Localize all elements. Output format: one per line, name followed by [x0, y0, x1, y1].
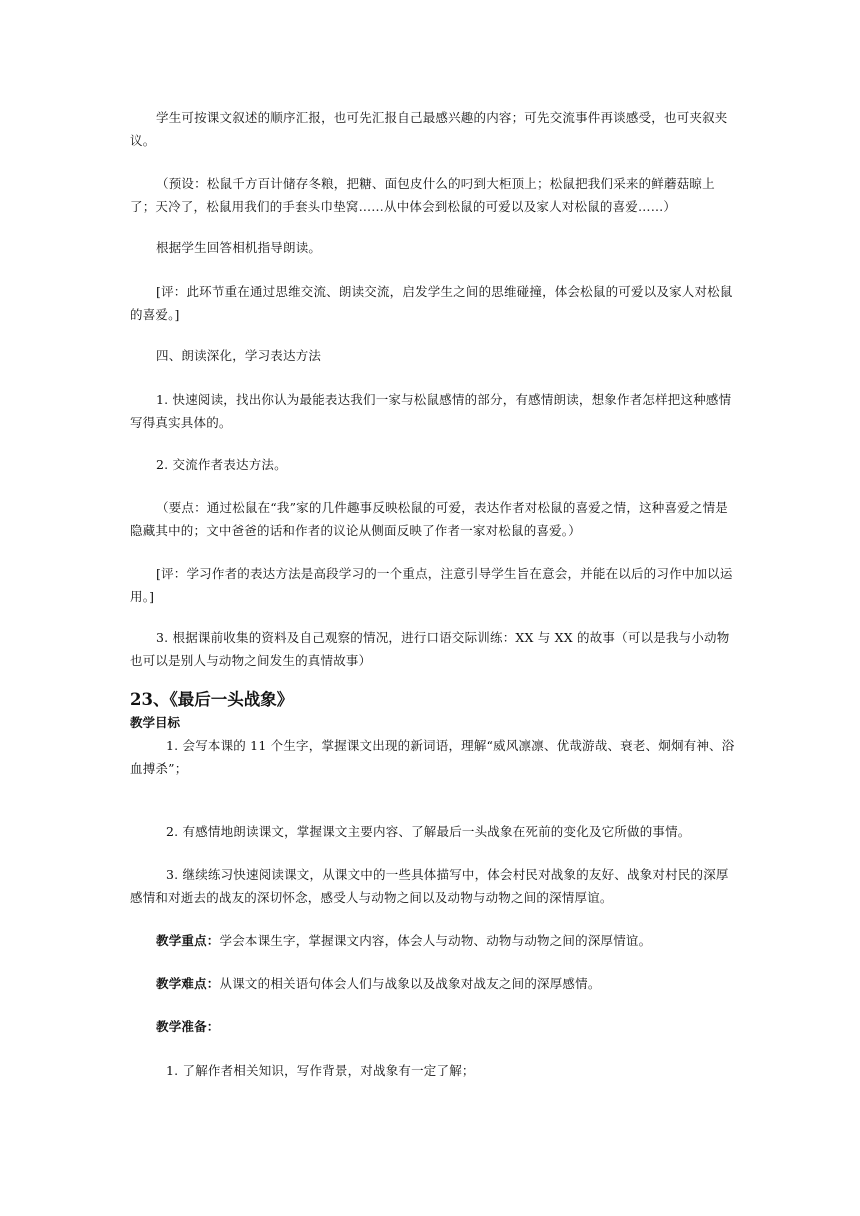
- goal-item-1: 1. 会写本课的 11 个生字，掌握课文出现的新词语，理解“威风凛凛、优哉游哉、衰老、炯炯有神、浴血搏杀”；: [130, 738, 735, 776]
- paragraph-comment-2: [评：学习作者的表达方法是高段学习的一个重点，注意引导学生旨在意会，并能在以后的习作中加以运用。]: [130, 566, 733, 604]
- paragraph-report-order: 学生可按课文叙述的顺序汇报，也可先汇报自己最感兴趣的内容；可先交流事件再谈感受，也可夹叙夹议。: [130, 110, 728, 148]
- teaching-difficulty-text: 从课文的相关语句体会人们与战象以及战象对战友之间的深厚感情。: [219, 976, 601, 991]
- teaching-difficulty-label: 教学难点：: [156, 976, 220, 991]
- goal-item-3: 3. 继续练习快速阅读课文，从课文中的一些具体描写中，体会村民对战象的友好、战象对村民的深厚感情和对逝去的战友的深切怀念，感受人与动物之间以及动物与动物之间的深情厚谊。: [130, 867, 729, 905]
- paragraph-comment-1: [评：此环节重在通过思维交流、朗读交流，启发学生之间的思维碰撞，体会松鼠的可爱以及家人对松鼠的喜爱。]: [130, 284, 733, 322]
- teaching-goals-heading: 教学目标: [130, 715, 181, 730]
- teaching-difficulty: [130, 972, 736, 995]
- paragraph-fast-reading: 1. 快速阅读，找出你认为最能表达我们一家与松鼠感情的部分，有感情朗读，想象作者怎样把这种感情写得真实具体的。: [130, 392, 732, 430]
- paragraph-preset: （预设：松鼠千方百计储存冬粮，把糖、面包皮什么的叼到大柜顶上；松鼠把我们采来的鲜蘑菇晾上了；天冷了，松鼠用我们的手套头巾垫窝……从中体会到松鼠的可爱以及家人对松鼠的喜爱……）: [130, 176, 715, 214]
- teaching-key-point: [130, 929, 736, 952]
- teaching-prep-label: 教学准备：: [156, 1019, 220, 1034]
- lesson-title: 23、《最后一头战象》: [130, 690, 294, 709]
- paragraph-exchange-method: 2. 交流作者表达方法。: [156, 457, 287, 472]
- paragraph-key-points: （要点：通过松鼠在“我”家的几件趣事反映松鼠的可爱，表达作者对松鼠的喜爱之情，这种喜爱之情是隐藏其中的；文中爸爸的话和作者的议论从侧面反映了作者一家对松鼠的喜爱。）: [130, 500, 728, 538]
- teaching-key-label: 教学重点：: [156, 933, 220, 948]
- paragraph-guide-reading: 根据学生回答相机指导朗读。: [156, 240, 322, 255]
- preparation-item-1: 1. 了解作者相关知识，写作背景，对战象有一定了解；: [166, 1063, 475, 1078]
- teaching-key-text: 学会本课生字，掌握课文内容，体会人与动物、动物与动物之间的深厚情谊。: [219, 933, 652, 948]
- section-heading-four: 四、朗读深化，学习表达方法: [156, 348, 322, 363]
- paragraph-oral-training: 3. 根据课前收集的资料及自己观察的情况，进行口语交际训练：XX 与 XX 的故事（可以是我与小动物也可以是别人与动物之间发生的真情故事）: [130, 630, 730, 668]
- teaching-preparation: [130, 1015, 736, 1038]
- goal-item-2: 2. 有感情地朗读课文，掌握课文主要内容、了解最后一头战象在死前的变化及它所做的事情。: [166, 824, 691, 839]
